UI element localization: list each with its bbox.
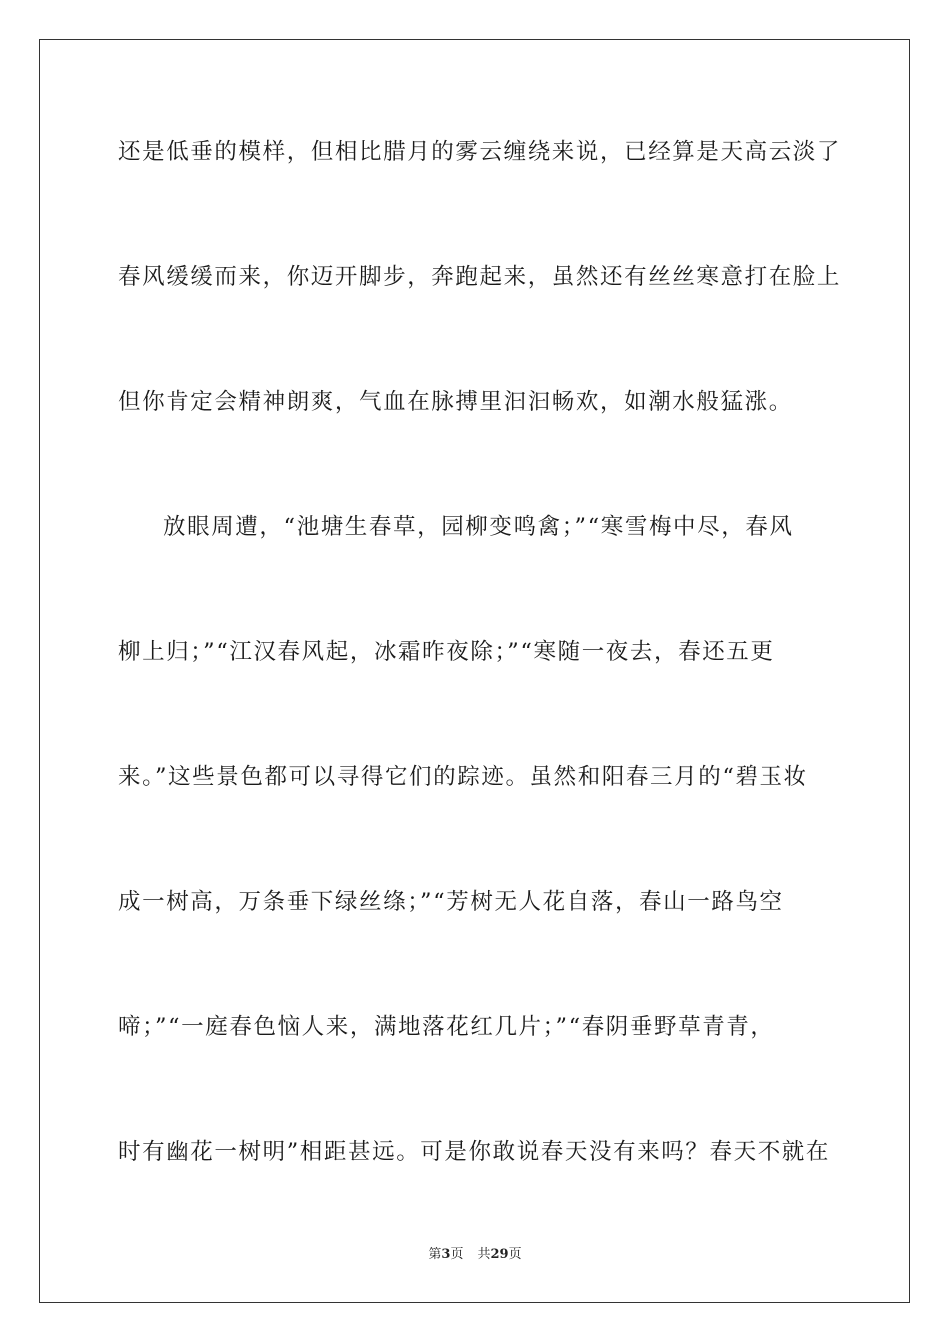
text-line-9: 时有幽花一树明”相距甚远。可是你敢说春天没有来吗？春天不就在 bbox=[118, 1139, 831, 1165]
text-line-5: 柳上归；”“江汉春风起，冰霜昨夜除；”“寒随一夜去，春还五更 bbox=[118, 639, 775, 665]
text-line-1: 还是低垂的模样，但相比腊月的雾云缠绕来说，已经算是天高云淡了 bbox=[118, 139, 842, 165]
page-border bbox=[39, 39, 910, 1303]
total-suffix: 页 bbox=[508, 1247, 522, 1262]
total-pages: 29 bbox=[490, 1247, 509, 1262]
page-number: 3 bbox=[441, 1247, 451, 1262]
text-line-2: 春风缓缓而来，你迈开脚步，奔跑起来，虽然还有丝丝寒意打在脸上 bbox=[118, 264, 842, 290]
page-footer bbox=[0, 1246, 950, 1264]
text-line-7: 成一树高，万条垂下绿丝绦；”“芳树无人花自落，春山一路鸟空 bbox=[118, 889, 784, 915]
text-line-3: 但你肯定会精神朗爽，气血在脉搏里汩汩畅欢，如潮水般猛涨。 bbox=[118, 389, 793, 415]
page-suffix: 页 bbox=[450, 1247, 464, 1262]
text-line-6: 来。”这些景色都可以寻得它们的踪迹。虽然和阳春三月的“碧玉妆 bbox=[118, 764, 808, 790]
text-line-4-paragraph-start: 放眼周遭，“池塘生春草，园柳变鸣禽；”“寒雪梅中尽，春风 bbox=[163, 514, 794, 540]
page-prefix: 第 bbox=[428, 1247, 442, 1262]
total-prefix: 共 bbox=[477, 1247, 491, 1262]
text-line-8: 啼；”“一庭春色恼人来，满地落花红几片；”“春阴垂野草青青， bbox=[118, 1014, 775, 1040]
